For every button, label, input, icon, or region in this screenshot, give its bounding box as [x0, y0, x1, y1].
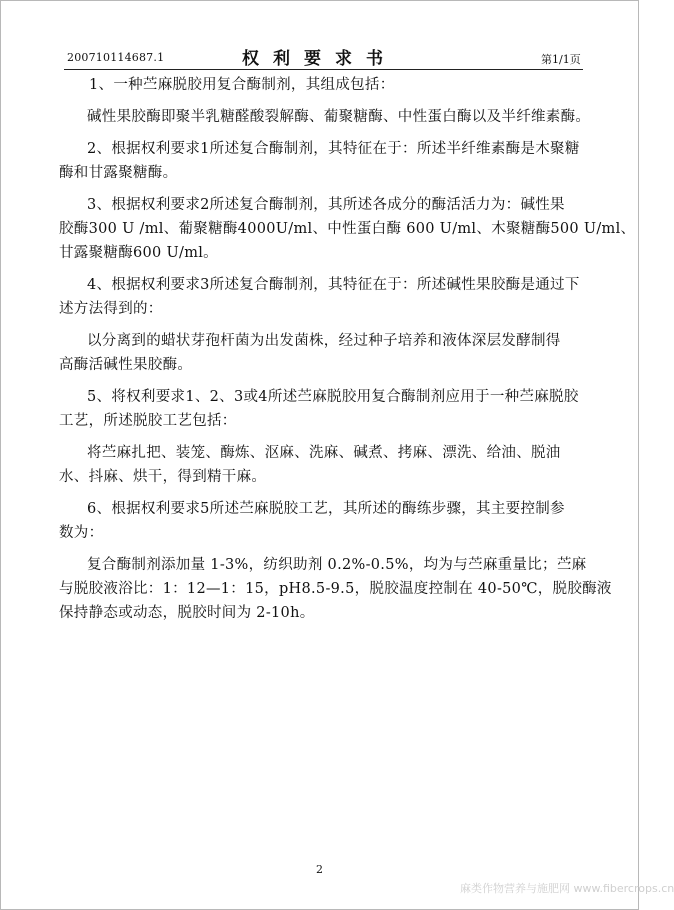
claim-paragraph: [59, 273, 589, 321]
page-number: 2: [316, 863, 323, 876]
claim-line: 数为：: [59, 525, 104, 541]
claim-paragraph: [59, 441, 589, 489]
claim-paragraph: [59, 105, 589, 129]
claim-line: 将苎麻扎把、装笼、酶炼、沤麻、洗麻、碱煮、拷麻、漂洗、给油、脱油: [87, 445, 561, 461]
watermark: 麻类作物营养与施肥网 www.fibercrops.cn: [460, 882, 674, 895]
claim-paragraph: [59, 385, 589, 433]
claim-line: 2、根据权利要求1所述复合酶制剂，其特征在于：所述半纤维素酶是木聚糖: [87, 141, 580, 157]
claim-paragraph: [59, 73, 589, 97]
page-indicator: 第1/1页: [541, 53, 581, 66]
claim-paragraph: [59, 497, 589, 545]
claim-line: 5、将权利要求1、2、3或4所述苎麻脱胶用复合酶制剂应用于一种苎麻脱胶: [87, 389, 579, 405]
claim-line: 工艺，所述脱胶工艺包括：: [59, 413, 237, 429]
claim-line: 保持静态或动态，脱胶时间为 2-10h。: [59, 605, 315, 621]
claim-paragraph: [59, 553, 612, 625]
claim-line: 甘露聚糖酶600 U/ml。: [59, 245, 218, 261]
claim-line: 以分离到的蜡状芽孢杆菌为出发菌株，经过种子培养和液体深层发酵制得: [87, 333, 561, 349]
claim-line: 胶酶300 U /ml、葡聚糖酶4000U/ml、中性蛋白酶 600 U/ml、木聚糖酶500 U/ml、: [59, 221, 636, 237]
document-header: [0, 0, 639, 80]
claim-line: 与脱胶液浴比：1：12—1：15，pH8.5-9.5，脱胶温度控制在 40-50℃，脱胶酶液: [59, 581, 612, 597]
claim-line: 碱性果胶酶即聚半乳糖醛酸裂解酶、葡聚糖酶、中性蛋白酶以及半纤维素酶。: [87, 109, 591, 125]
claim-paragraph: [59, 137, 589, 185]
claim-line: 述方法得到的：: [59, 301, 163, 317]
claim-paragraph: [59, 193, 636, 265]
page-title: 权利要求书: [242, 49, 397, 69]
claim-paragraph: [59, 329, 589, 377]
claim-line: 4、根据权利要求3所述复合酶制剂，其特征在于：所述碱性果胶酶是通过下: [87, 277, 580, 293]
claim-line: 复合酶制剂添加量 1-3%，纺织助剂 0.2%-0.5%，均为与苎麻重量比；苎麻: [87, 557, 587, 573]
claims-body: [59, 73, 636, 625]
claim-line: 6、根据权利要求5所述苎麻脱胶工艺，其所述的酶练步骤，其主要控制参: [87, 501, 565, 517]
claim-line: 3、根据权利要求2所述复合酶制剂，其所述各成分的酶活活力为：碱性果: [87, 197, 565, 213]
claim-line: 1、一种苎麻脱胶用复合酶制剂，其组成包括：: [89, 77, 395, 93]
header-divider: [64, 69, 583, 70]
claim-line: 酶和甘露聚糖酶。: [59, 165, 178, 181]
claim-line: 高酶活碱性果胶酶。: [59, 357, 193, 373]
claim-line: 水、抖麻、烘干，得到精干麻。: [59, 469, 267, 485]
application-number: 200710114687.1: [67, 51, 165, 64]
